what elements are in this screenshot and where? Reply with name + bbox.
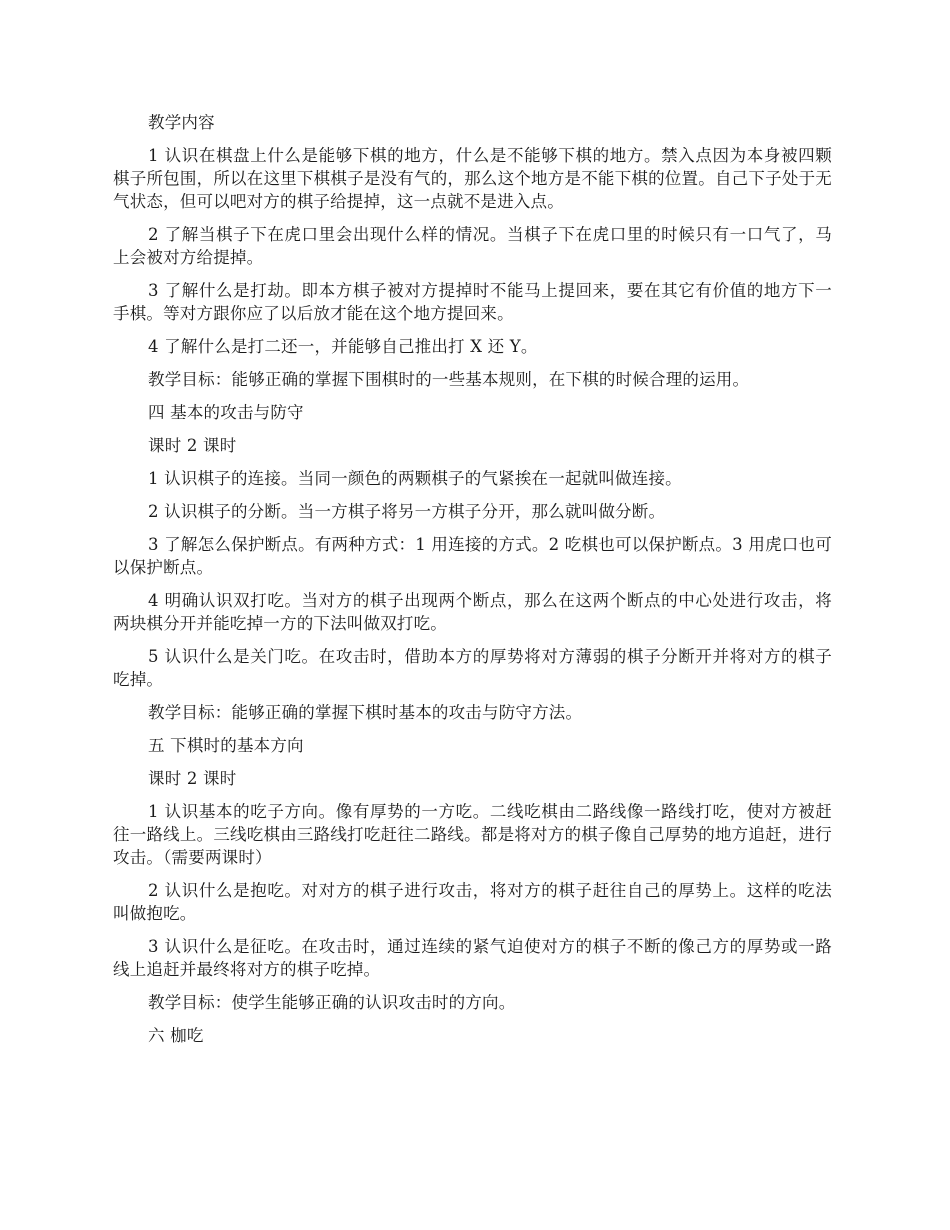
paragraph: 3 了解怎么保护断点。有两种方式：1 用连接的方式。2 吃棋也可以保护断点。3 用虎口也可以保护断点。 <box>113 535 832 577</box>
lesson-hours: 课时 2 课时 <box>148 769 237 788</box>
paragraph: 1 认识棋子的连接。当同一颜色的两颗棋子的气紧挨在一起就叫做连接。 <box>148 469 682 488</box>
section-heading: 四 基本的攻击与防守 <box>148 403 304 422</box>
paragraph: 4 明确认识双打吃。当对方的棋子出现两个断点，那么在这两个断点的中心处进行攻击，将两块棋分开并能吃掉一方的下法叫做双打吃。 <box>113 591 832 633</box>
section-heading: 六 枷吃 <box>148 1026 204 1045</box>
paragraph: 1 认识基本的吃子方向。像有厚势的一方吃。二线吃棋由二路线像一路线打吃，使对方被赶往一路线上。三线吃棋由三路线打吃赶往二路线。都是将对方的棋子像自己厚势的地方追赶，进行攻击。（需要两课时） <box>113 802 832 867</box>
teaching-goal: 教学目标：能够正确的掌握下围棋时的一些基本规则，在下棋的时候合理的运用。 <box>148 370 750 389</box>
paragraph: 3 了解什么是打劫。即本方棋子被对方提掉时不能马上提回来，要在其它有价值的地方下一手棋。等对方跟你应了以后放才能在这个地方提回来。 <box>113 281 832 323</box>
section-heading: 五 下棋时的基本方向 <box>148 736 304 755</box>
teaching-goal: 教学目标：能够正确的掌握下棋时基本的攻击与防守方法。 <box>148 703 583 722</box>
lesson-hours: 课时 2 课时 <box>148 436 237 455</box>
paragraph: 2 认识棋子的分断。当一方棋子将另一方棋子分开，那么就叫做分断。 <box>148 502 666 521</box>
teaching-goal: 教学目标：使学生能够正确的认识攻击时的方向。 <box>148 993 516 1012</box>
paragraph: 1 认识在棋盘上什么是能够下棋的地方，什么是不能够下棋的地方。禁入点因为本身被四颗棋子所包围，所以在这里下棋棋子是没有气的，那么这个地方是不能下棋的位置。自己下子处于无气状态，但可以吧对方的棋子给提掉，这一点就不是进入点。 <box>113 146 832 211</box>
paragraph: 2 了解当棋子下在虎口里会出现什么样的情况。当棋子下在虎口里的时候只有一口气了，马上会被对方给提掉。 <box>113 225 832 267</box>
paragraph: 2 认识什么是抱吃。对对方的棋子进行攻击，将对方的棋子赶往自己的厚势上。这样的吃法叫做抱吃。 <box>113 881 832 923</box>
paragraph: 5 认识什么是关门吃。在攻击时，借助本方的厚势将对方薄弱的棋子分断开并将对方的棋子吃掉。 <box>113 647 832 689</box>
section-heading: 教学内容 <box>148 113 215 132</box>
paragraph: 3 认识什么是征吃。在攻击时，通过连续的紧气迫使对方的棋子不断的像己方的厚势或一路线上追赶并最终将对方的棋子吃掉。 <box>113 937 832 979</box>
paragraph: 4 了解什么是打二还一，并能够自己推出打 X 还 Y。 <box>148 337 538 356</box>
